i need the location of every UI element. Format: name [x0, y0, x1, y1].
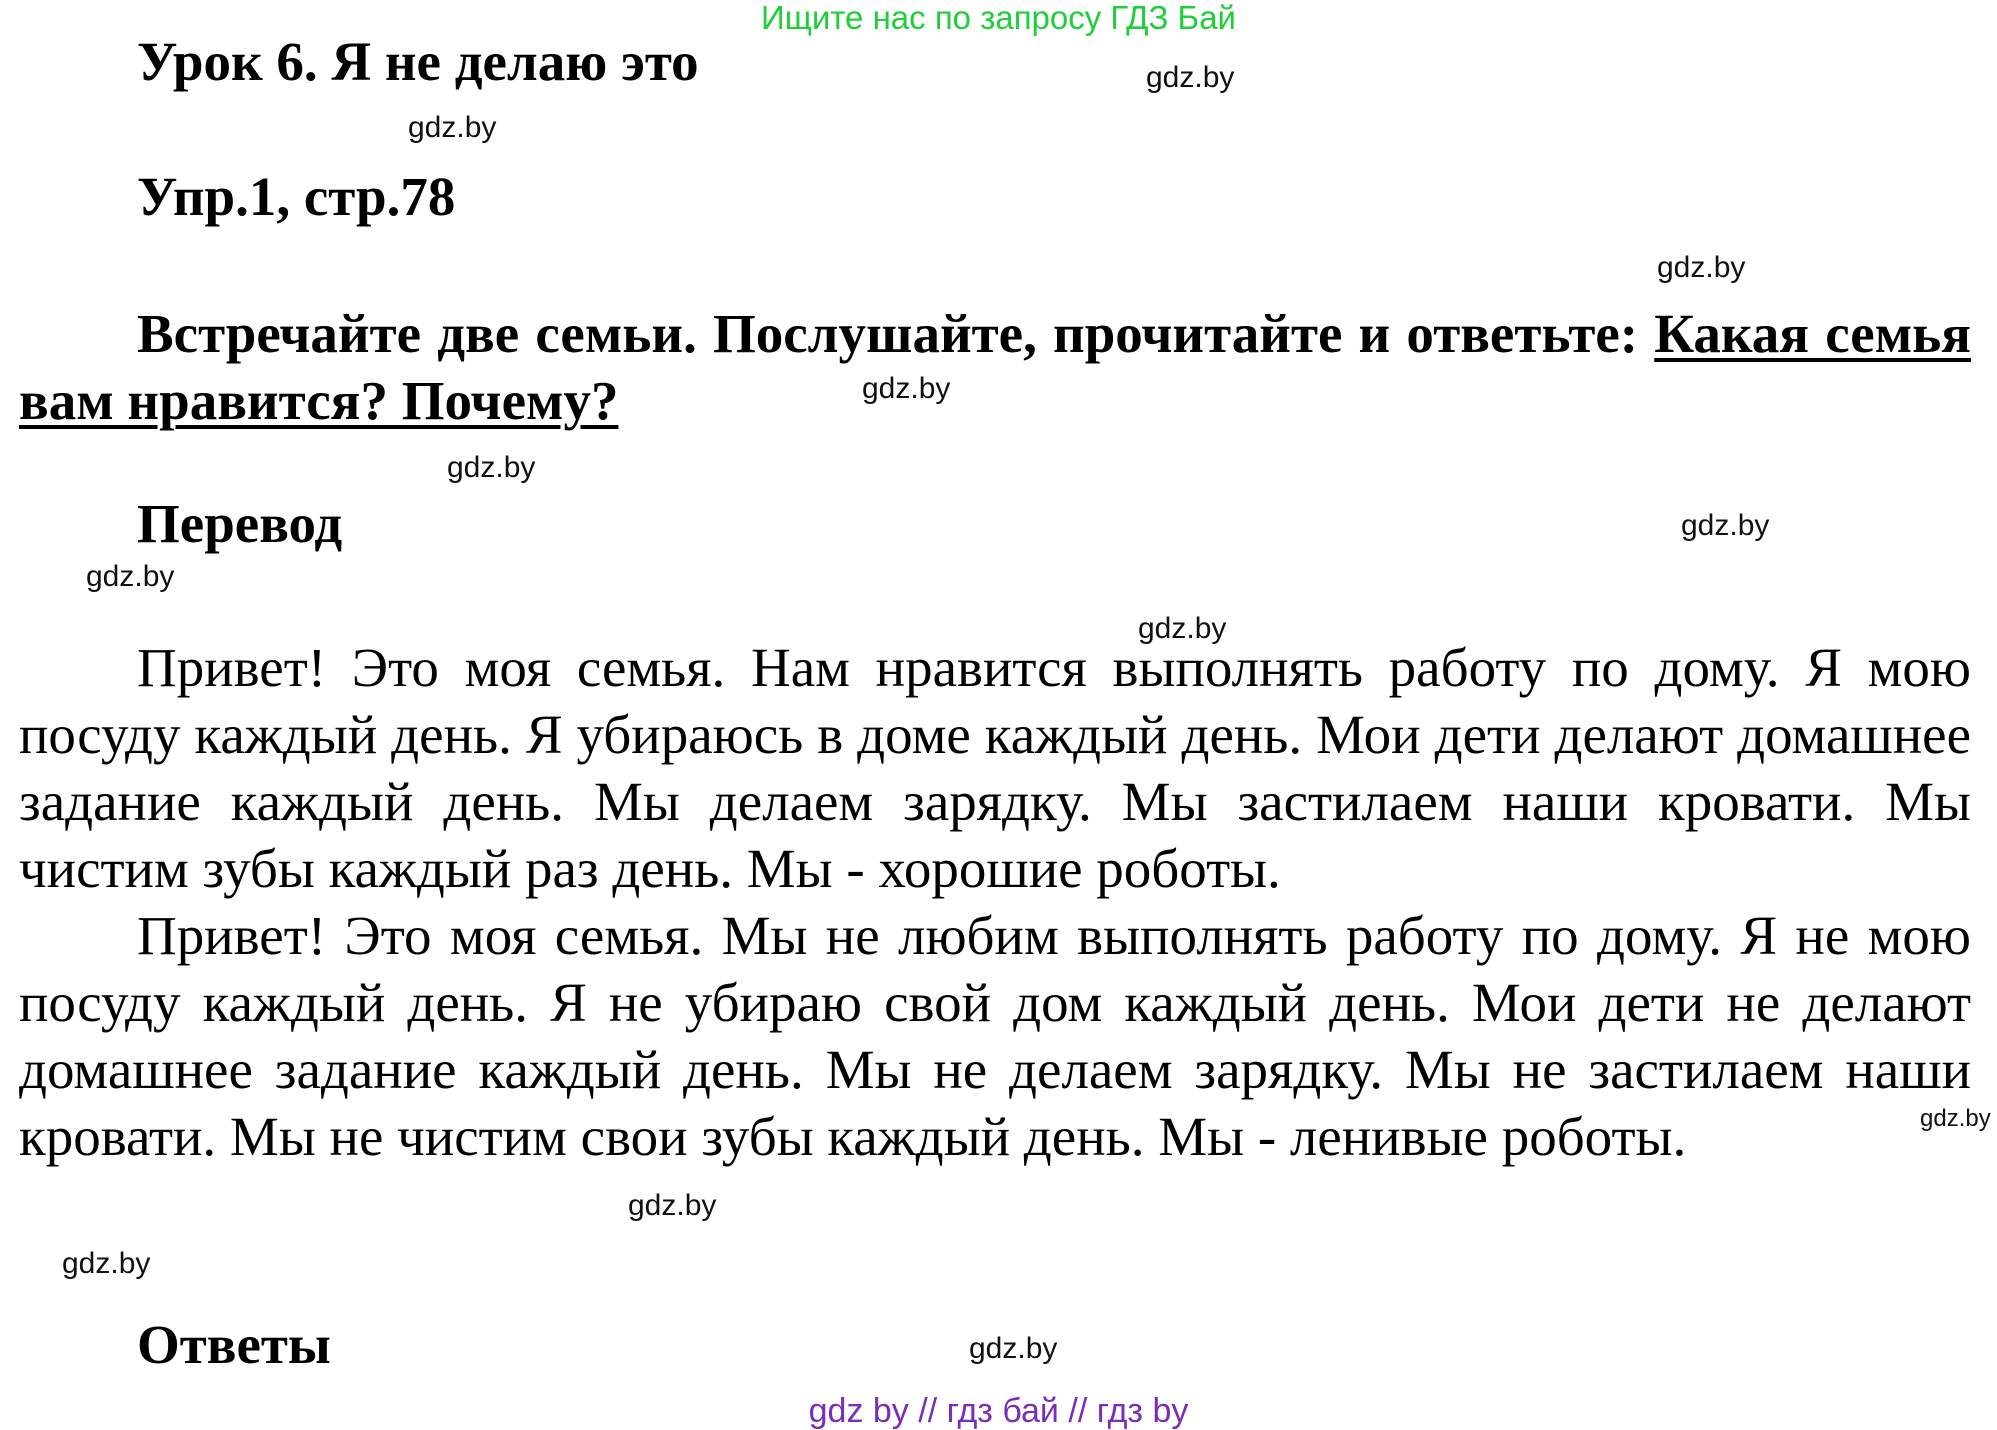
- watermark: gdz.by: [862, 372, 951, 405]
- translation-paragraph-2: Привет! Это моя семья. Мы не любим выполнять работу по дому. Я не мою посуду каждый день. Я не убираю свой дом каждый день. Мои дети не делают домашнее задание каждый день. Мы не делаем зарядку. Мы не застилаем наши кровати. Мы не чистим свои зубы каждый день. Мы - ленивые роботы.: [19, 905, 1971, 1167]
- watermark: gdz.by: [969, 1332, 1058, 1365]
- watermark: gdz.by: [1657, 251, 1746, 284]
- exercise-title: Упр.1, стр.78: [137, 166, 456, 227]
- lesson-title: Урок 6. Я не делаю это: [137, 31, 699, 92]
- watermark: gdz.by: [408, 111, 497, 144]
- task-text: Встречайте две семьи. Послушайте, прочитайте и ответьте:: [137, 303, 1639, 364]
- translation-text: [19, 634, 1971, 1170]
- task-question: Какая семья вам нравится? Почему?: [19, 303, 1972, 431]
- footer-links[interactable]: gdz by // гдз бай // гдз by: [808, 1392, 1189, 1430]
- watermark: gdz.by: [62, 1247, 151, 1280]
- top-banner[interactable]: Ищите нас по запросу ГДЗ Бай: [761, 0, 1236, 36]
- watermark: gdz.by: [1681, 509, 1770, 542]
- watermark: gdz.by: [86, 560, 175, 593]
- translation-heading: Перевод: [137, 493, 343, 554]
- watermark: gdz.by: [447, 451, 536, 484]
- watermark: gdz.by: [1138, 612, 1227, 645]
- watermark: gdz.by: [1920, 1105, 1991, 1132]
- answers-heading: Ответы: [137, 1314, 331, 1375]
- watermark: gdz.by: [628, 1189, 717, 1222]
- task-instruction: [19, 300, 1971, 434]
- translation-paragraph-1: Привет! Это моя семья. Нам нравится выполнять работу по дому. Я мою посуду каждый день. Я убираюсь в доме каждый день. Мои дети делают домашнее задание каждый день. Мы делаем зарядку. Мы застилаем наши кровати. Мы чистим зубы каждый раз день. Мы - хорошие роботы.: [19, 637, 1971, 899]
- watermark: gdz.by: [1146, 61, 1235, 94]
